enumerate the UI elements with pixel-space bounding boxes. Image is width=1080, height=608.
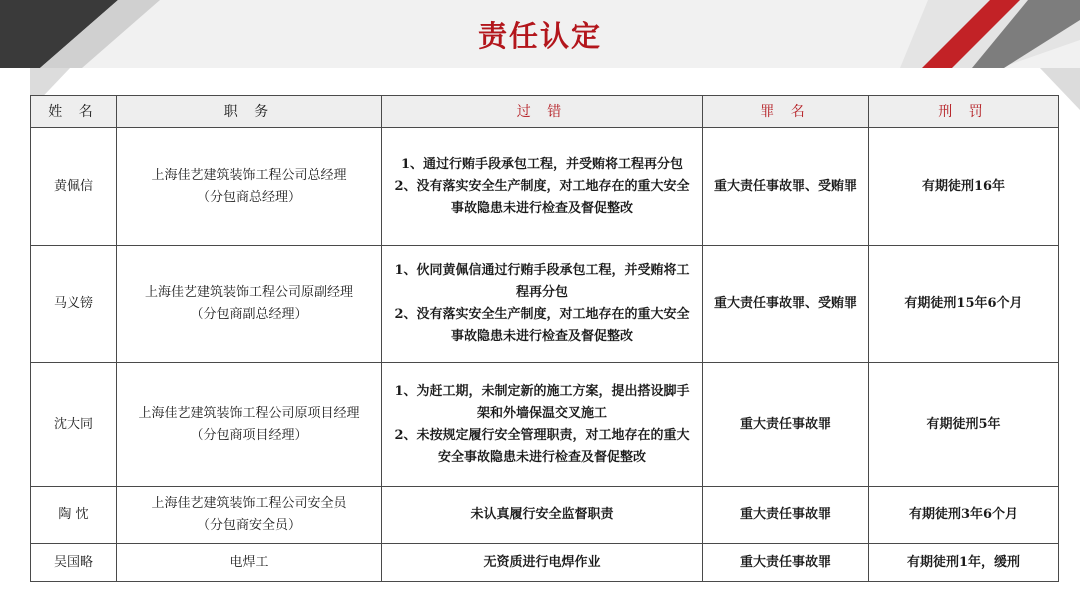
charge: 重大责任事故罪、受贿罪 xyxy=(703,128,869,246)
table-row xyxy=(31,487,1059,544)
person-name: 沈大同 xyxy=(31,363,117,487)
fault-item: 未认真履行安全监督职责 xyxy=(470,507,614,522)
person-position xyxy=(117,363,382,487)
fault-description xyxy=(382,246,703,363)
header-charge: 罪 名 xyxy=(703,96,869,128)
position-title: 上海佳艺建筑装饰工程公司总经理 xyxy=(151,167,347,183)
position-title: 上海佳艺建筑装饰工程公司原副经理 xyxy=(144,285,353,300)
fault-item: 无资质进行电焊作业 xyxy=(483,554,601,570)
position-note: （分包商副总经理） xyxy=(190,307,308,322)
header-position: 职 务 xyxy=(117,96,382,128)
header-fault: 过 错 xyxy=(382,96,703,128)
person-position xyxy=(117,544,382,582)
sentence: 有期徒刑15年6个月 xyxy=(869,246,1059,363)
table-row xyxy=(31,544,1059,582)
fault-item: 2、没有落实安全生产制度，对工地存在的重大安全事故隐患未进行检查及督促整改 xyxy=(394,307,690,344)
fault-item: 2、没有落实安全生产制度，对工地存在的重大安全事故隐患未进行检查及督促整改 xyxy=(394,178,690,216)
page-title: 责任认定 xyxy=(477,19,602,53)
fault-item: 1、为赶工期，未制定新的施工方案，提出搭设脚手架和外墙保温交叉施工 xyxy=(394,383,690,421)
position-title: 上海佳艺建筑装饰工程公司原项目经理 xyxy=(138,405,360,421)
fault-description xyxy=(382,363,703,487)
table-row xyxy=(31,363,1059,487)
table-header-row xyxy=(31,96,1059,128)
person-position xyxy=(117,487,382,544)
person-position xyxy=(117,128,382,246)
fault-description xyxy=(382,128,703,246)
charge: 重大责任事故罪 xyxy=(703,544,869,582)
position-title: 上海佳艺建筑装饰工程公司安全员 xyxy=(151,496,347,511)
sentence: 有期徒刑3年6个月 xyxy=(869,487,1059,544)
person-name: 马义镑 xyxy=(31,246,117,363)
fault-item: 1、伙同黄佩信通过行贿手段承包工程，并受贿将工程再分包 xyxy=(394,263,690,300)
header-name: 姓 名 xyxy=(31,96,117,128)
person-name: 陶 忱 xyxy=(31,487,117,544)
fault-item: 2、未按规定履行安全管理职责，对工地存在的重大安全事故隐患未进行检查及督促整改 xyxy=(394,427,690,465)
person-name: 吴国略 xyxy=(31,544,117,582)
position-note: （分包商安全员） xyxy=(196,518,301,533)
charge: 重大责任事故罪 xyxy=(703,487,869,544)
sentence: 有期徒刑1年，缓刑 xyxy=(869,544,1059,582)
person-name: 黄佩信 xyxy=(31,128,117,246)
table-row xyxy=(31,128,1059,246)
position-note: （分包商项目经理） xyxy=(190,427,308,443)
responsibility-table xyxy=(30,95,1059,582)
fault-item: 1、通过行贿手段承包工程，并受贿将工程再分包 xyxy=(400,156,684,172)
charge: 重大责任事故罪、受贿罪 xyxy=(703,246,869,363)
position-title: 电焊工 xyxy=(229,554,269,570)
charge: 重大责任事故罪 xyxy=(703,363,869,487)
person-position xyxy=(117,246,382,363)
sentence: 有期徒刑5年 xyxy=(869,363,1059,487)
sentence: 有期徒刑16年 xyxy=(869,128,1059,246)
fault-description xyxy=(382,487,703,544)
table-row xyxy=(31,246,1059,363)
fault-description xyxy=(382,544,703,582)
position-note: （分包商总经理） xyxy=(196,189,301,205)
header-sentence: 刑 罚 xyxy=(869,96,1059,128)
